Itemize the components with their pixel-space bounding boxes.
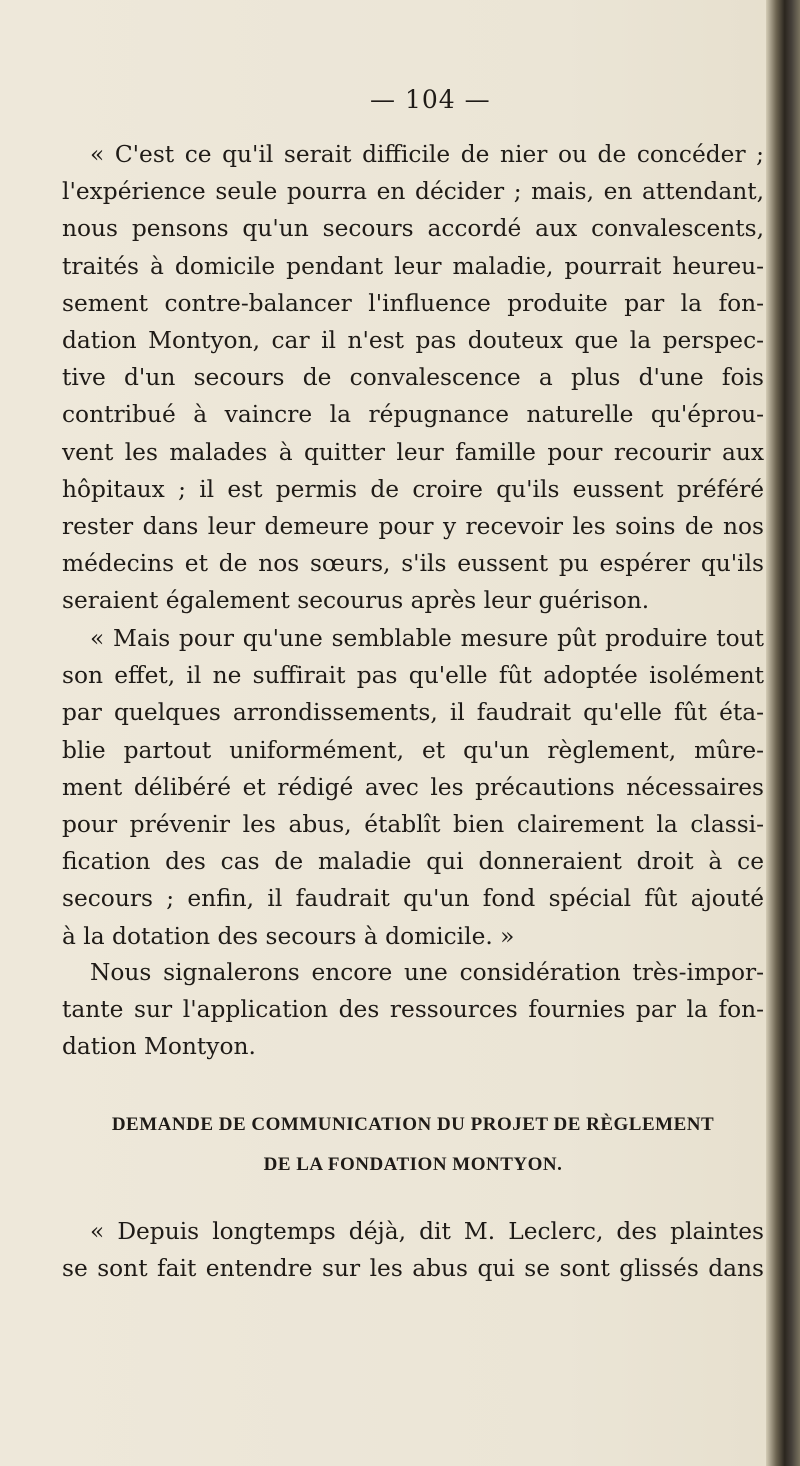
- text-line: médecins et de nos sœurs, s'ils eussent pu espérer qu'ils: [62, 550, 764, 578]
- text-line: blie partout uniformément, et qu'un règlement, mûre-: [62, 736, 764, 764]
- text-line: « C'est ce qu'il serait difficile de nier ou de concéder ;: [90, 141, 764, 168]
- text-line: son effet, il ne suffirait pas qu'elle fût adoptée isolément: [62, 662, 764, 690]
- text-line: « Depuis longtemps déjà, dit M. Leclerc, des plaintes: [90, 1218, 764, 1245]
- text-line: traités à domicile pendant leur maladie, pourrait heureu-: [62, 252, 764, 280]
- text-line: à la dotation des secours à domicile. »: [62, 922, 515, 950]
- text-line: ment délibéré et rédigé avec les précautions nécessaires: [62, 773, 764, 801]
- text-line: l'expérience seule pourra en décider ; mais, en attendant,: [62, 178, 764, 206]
- text-line: dation Montyon, car il n'est pas douteux que la perspec-: [62, 326, 764, 354]
- section-heading-line-2: DE LA FONDATION MONTYON.: [263, 1154, 563, 1175]
- text-line: vent les malades à quitter leur famille pour recourir aux: [62, 438, 764, 466]
- text-line: nous pensons qu'un secours accordé aux convalescents,: [62, 215, 764, 243]
- text-line: se sont fait entendre sur les abus qui se sont glissés dans: [62, 1255, 764, 1283]
- paragraph-2: [62, 620, 764, 955]
- paragraph-3: [62, 954, 764, 1066]
- text-line: secours ; enfin, il faudrait qu'un fond spécial fût ajouté: [62, 885, 764, 913]
- text-line: dation Montyon.: [62, 1033, 256, 1061]
- text-line: rester dans leur demeure pour y recevoir les soins de nos: [62, 512, 764, 540]
- paragraph-1: [62, 136, 764, 619]
- page-number: — 104 —: [370, 85, 491, 114]
- text-line: tive d'un secours de convalescence a plus d'une fois: [62, 364, 764, 392]
- text-line: tante sur l'application des ressources fournies par la fon-: [62, 996, 764, 1024]
- text-line: fication des cas de maladie qui donneraient droit à ce: [62, 848, 764, 876]
- text-line: seraient également secourus après leur guérison.: [62, 587, 650, 615]
- text-line: pour prévenir les abus, établît bien clairement la classi-: [62, 810, 764, 838]
- text-line: Nous signalerons encore une considération très-impor-: [90, 959, 764, 986]
- text-line: « Mais pour qu'une semblable mesure pût produire tout: [90, 625, 764, 652]
- section-heading-line-1: DEMANDE DE COMMUNICATION DU PROJET DE RÈGLEMENT: [111, 1114, 715, 1135]
- text-line: par quelques arrondissements, il faudrait qu'elle fût éta-: [62, 699, 764, 727]
- paragraph-4: [62, 1213, 764, 1287]
- text-line: contribué à vaincre la répugnance naturelle qu'éprou-: [62, 401, 764, 429]
- page-binding-edge: [766, 0, 800, 1466]
- text-line: sement contre-balancer l'influence produite par la fon-: [62, 289, 764, 317]
- text-line: hôpitaux ; il est permis de croire qu'ils eussent préféré: [62, 475, 764, 503]
